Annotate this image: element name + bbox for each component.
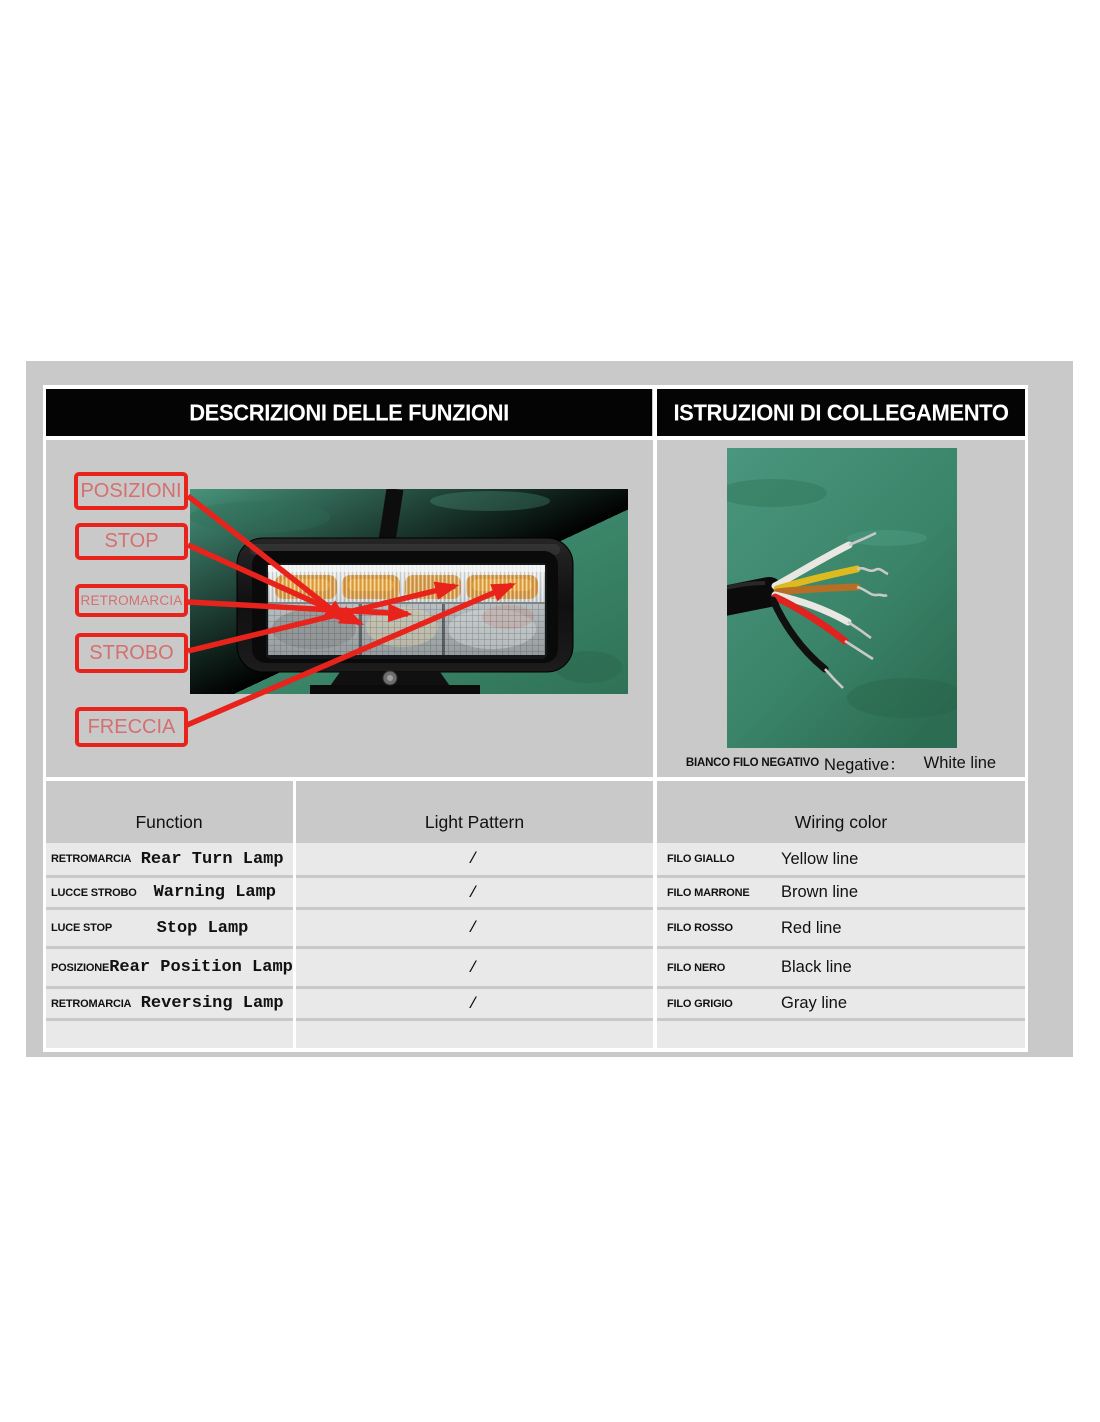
section-header-functions — [46, 389, 652, 436]
function-italian: POSIZIONE — [51, 961, 110, 974]
wire-italian: FILO GRIGIO — [667, 997, 733, 1010]
callout-retromarcia-label: RETROMARCIA — [80, 593, 183, 608]
callout-retromarcia — [75, 584, 188, 617]
caption-value: White line — [923, 753, 997, 772]
function-italian: RETROMARCIA — [51, 997, 132, 1010]
callout-posizioni — [74, 472, 188, 510]
function-italian: RETROMARCIA — [51, 853, 132, 865]
callout-freccia-label: FRECCIA — [87, 715, 176, 738]
border-left — [43, 385, 46, 1052]
cell-wiring — [653, 910, 1025, 946]
cell-function — [45, 843, 293, 875]
divider-top — [43, 385, 1028, 389]
cell-light-pattern — [293, 989, 653, 1018]
wire-english: Yellow line — [781, 849, 859, 868]
wire-italian: FILO GIALLO — [667, 853, 735, 865]
divider-table-column-1 — [293, 777, 296, 1052]
function-english: Reversing Lamp — [140, 994, 284, 1013]
column-header-function: Function — [135, 811, 203, 832]
cell-function — [45, 878, 293, 907]
section-header-wiring — [657, 389, 1025, 436]
function-italian: LUCE STOP — [51, 922, 112, 934]
function-english: Rear Position Lamp — [109, 958, 293, 977]
table-row-rear-position — [45, 949, 1025, 986]
cell-wiring — [653, 949, 1025, 986]
divider-bottom — [43, 1048, 1028, 1052]
cell-function — [45, 910, 293, 946]
table-row-rear-turn — [45, 843, 1025, 875]
cell-light-pattern — [293, 949, 653, 986]
light-pattern-value: / — [468, 919, 478, 937]
wire-photo — [727, 448, 957, 748]
function-english: Warning Lamp — [153, 883, 277, 902]
lamp-photo — [190, 489, 628, 694]
negative-wire-caption — [657, 752, 1025, 774]
column-header-light-pattern: Light Pattern — [424, 811, 525, 832]
table-row-reversing — [45, 989, 1025, 1018]
caption-negative: Negative： — [824, 756, 906, 774]
callout-strobo-label: STROBO — [89, 641, 174, 664]
table-row-warning — [45, 878, 1025, 907]
wire-italian: FILO MARRONE — [667, 886, 750, 899]
wire-english: Black line — [781, 958, 852, 976]
cell-light-pattern — [293, 843, 653, 875]
wire-italian: FILO NERO — [667, 961, 726, 974]
light-pattern-value: / — [468, 958, 478, 977]
callout-stop — [75, 523, 188, 560]
cell-function — [45, 949, 293, 986]
callout-freccia — [75, 707, 188, 747]
function-italian: LUCCE STROBO — [51, 886, 137, 899]
light-pattern-value: / — [468, 994, 478, 1013]
callout-stop-label: STOP — [104, 530, 159, 552]
table-row-empty — [45, 1021, 1025, 1048]
callout-posizioni-label: POSIZIONI — [80, 479, 182, 502]
divider-center-column — [653, 385, 657, 1052]
cell-wiring — [653, 878, 1025, 907]
column-header-wiring-color: Wiring color — [794, 811, 888, 832]
callout-strobo — [75, 633, 188, 673]
cell-wiring — [653, 989, 1025, 1018]
light-pattern-value: / — [468, 850, 478, 868]
light-pattern-value: / — [468, 883, 478, 902]
table-row-stop — [45, 910, 1025, 946]
section-header-functions-label: DESCRIZIONI DELLE FUNZIONI — [189, 398, 509, 426]
function-english: Rear Turn Lamp — [140, 849, 284, 869]
divider-under-headers — [43, 436, 1028, 440]
cell-light-pattern — [293, 878, 653, 907]
wire-english: Brown line — [781, 883, 859, 901]
border-right — [1025, 385, 1028, 1052]
wire-italian: FILO ROSSO — [667, 922, 733, 934]
wire-english: Red line — [781, 918, 842, 937]
section-header-wiring-label: ISTRUZIONI DI COLLEGAMENTO — [673, 398, 1009, 426]
caption-italian: BIANCO FILO NEGATIVO — [685, 757, 820, 769]
cell-light-pattern — [293, 910, 653, 946]
divider-above-table — [43, 777, 1028, 781]
function-english: Stop Lamp — [156, 918, 249, 938]
cell-wiring — [653, 843, 1025, 875]
wire-english: Gray line — [781, 994, 848, 1012]
cell-function — [45, 989, 293, 1018]
